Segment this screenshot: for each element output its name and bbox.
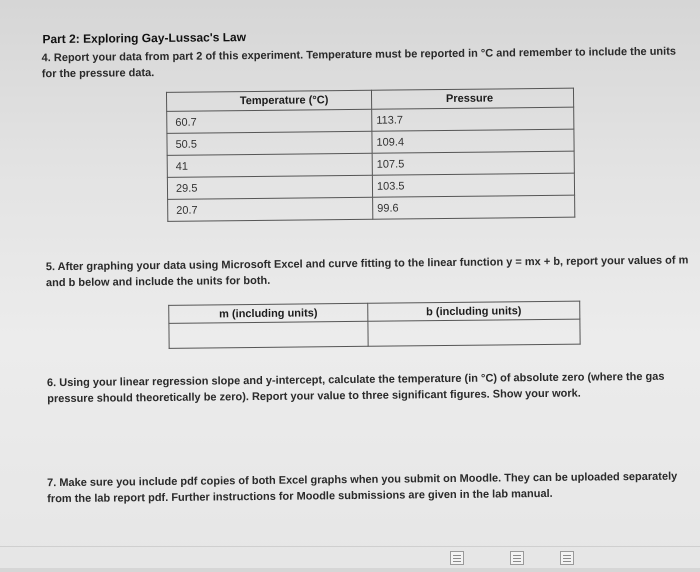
temperature-cell[interactable]: 41 xyxy=(167,153,372,177)
question-7: 7. Make sure you include pdf copies of both Excel graphs when you submit on Moodle. They can be uploaded separately from the lab report pdf. Further instructions for Moodle submissions are given in the lab manual. xyxy=(47,470,678,506)
pressure-header: Pressure xyxy=(371,88,573,109)
b-value-cell[interactable] xyxy=(368,319,580,346)
print-layout-icon[interactable] xyxy=(450,551,464,565)
question-4: 4. Report your data from part 2 of this experiment. Temperature must be reported in °C and remember to include the units for the pressure data. xyxy=(41,45,677,81)
pressure-cell[interactable]: 103.5 xyxy=(372,173,574,197)
page-title: Part 2: Exploring Gay-Lussac's Law xyxy=(42,30,247,47)
pressure-cell[interactable]: 109.4 xyxy=(372,129,574,153)
fit-table xyxy=(168,301,580,349)
data-table xyxy=(166,88,575,222)
m-value-cell[interactable] xyxy=(169,321,368,348)
temperature-cell[interactable]: 29.5 xyxy=(167,175,372,199)
web-layout-icon[interactable] xyxy=(510,551,524,565)
table-row xyxy=(168,195,575,221)
question-6: 6. Using your linear regression slope and y-intercept, calculate the temperature (in °C) of absolute zero (where the gas pressure should theoretically be zero). Report your value to three significant figures. Show your work. xyxy=(46,370,665,406)
status-bar-divider xyxy=(0,546,700,547)
temperature-cell[interactable]: 20.7 xyxy=(168,197,373,221)
m-header: m (including units) xyxy=(169,303,368,323)
temperature-cell[interactable]: 50.5 xyxy=(167,131,372,155)
pressure-cell[interactable]: 113.7 xyxy=(372,107,574,131)
temperature-header: Temperature (°C) xyxy=(166,90,371,111)
pressure-cell[interactable]: 107.5 xyxy=(372,151,574,175)
b-header: b (including units) xyxy=(368,301,580,321)
table-row xyxy=(169,319,580,348)
question-5: 5. After graphing your data using Microsoft Excel and curve fitting to the linear function y = mx + b, report your values of m and b below and include the units for both. xyxy=(45,254,689,290)
temperature-cell[interactable]: 60.7 xyxy=(167,109,372,133)
pressure-cell[interactable]: 99.6 xyxy=(373,195,575,219)
read-mode-icon[interactable] xyxy=(560,551,574,565)
